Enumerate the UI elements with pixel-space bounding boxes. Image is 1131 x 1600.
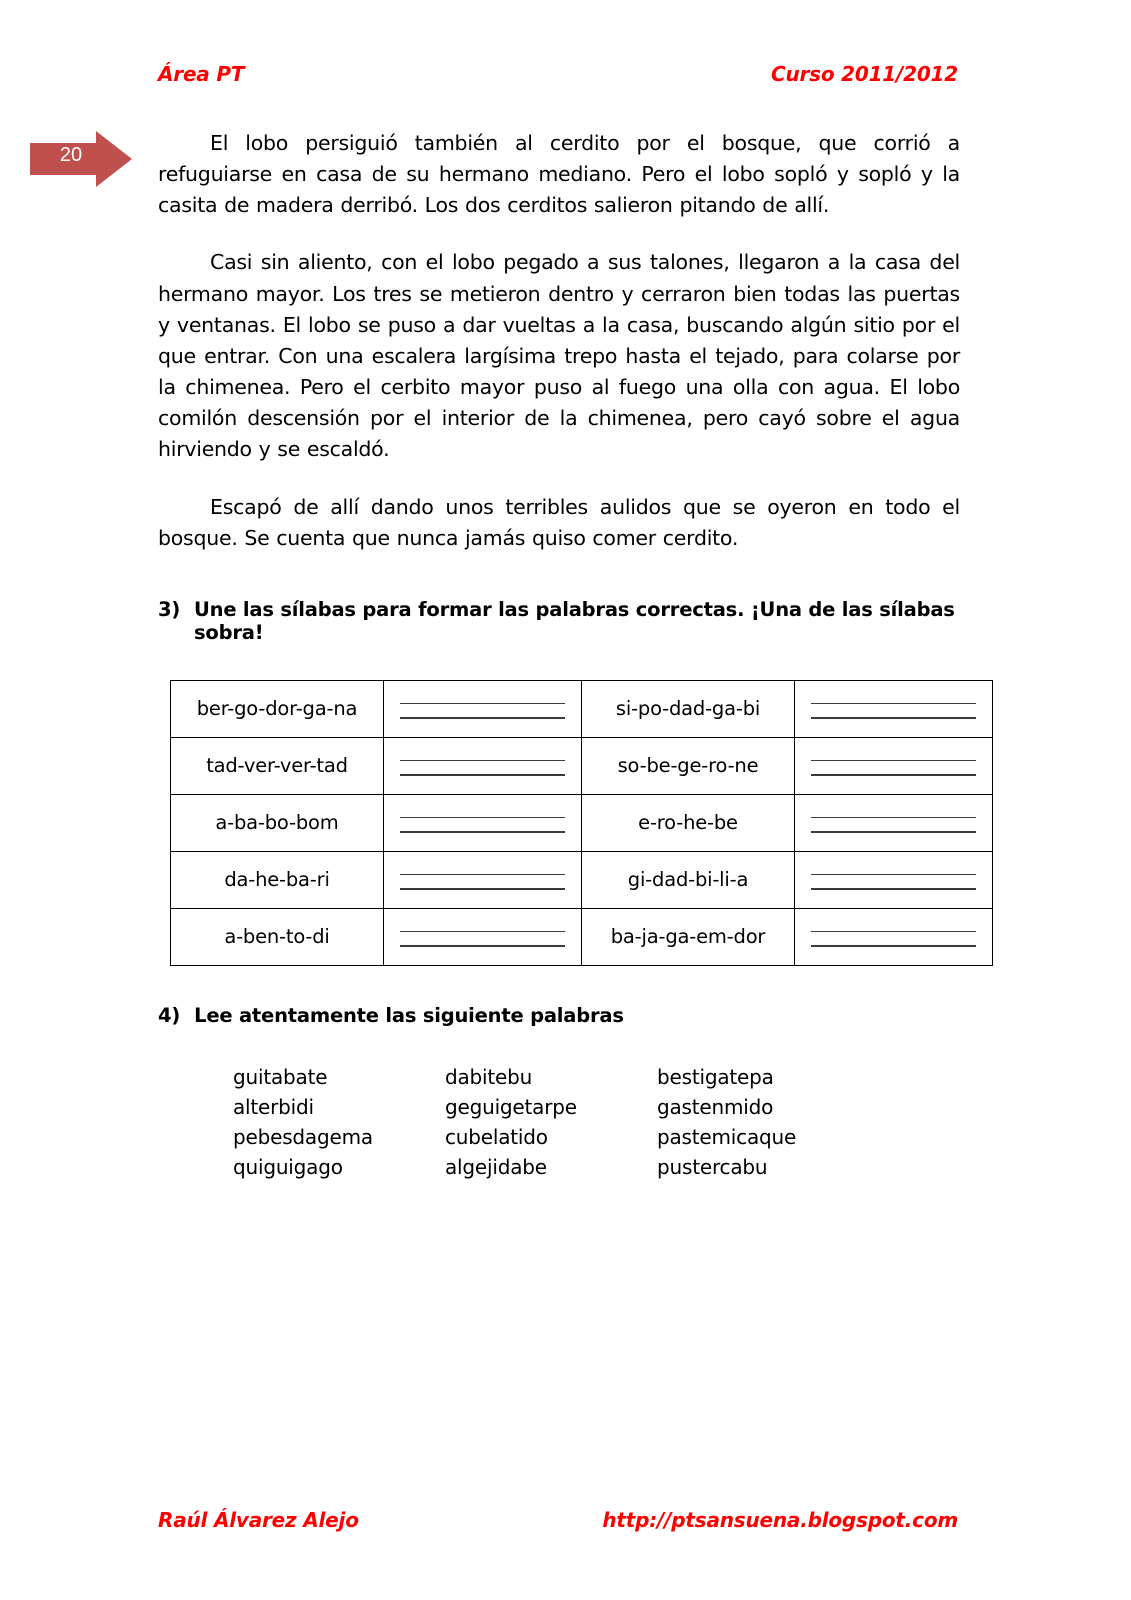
exercise-4-title: Lee atentamente las siguiente palabras [194,1003,624,1027]
exercise-3-heading [158,598,960,644]
writing-line [811,703,976,704]
list-item: pustercabu [657,1154,768,1179]
answer-cell[interactable] [384,794,582,851]
page-header [158,62,958,86]
syllable-cell: da-he-ba-ri [171,851,384,908]
table-row [171,908,993,965]
footer-url[interactable]: http://ptsansuena.blogspot.com [602,1508,958,1532]
answer-lines[interactable] [801,813,986,832]
page-footer [158,1508,958,1532]
answer-lines[interactable] [801,699,986,718]
table-row [171,794,993,851]
answer-lines[interactable] [390,813,575,832]
writing-line [811,817,976,818]
list-item: pastemicaque [657,1124,797,1149]
table-row [171,851,993,908]
writing-line [811,945,976,946]
writing-line [811,774,976,775]
answer-lines[interactable] [390,927,575,946]
list-item: cubelatido [445,1124,548,1149]
list-item: guitabate [233,1064,328,1089]
syllable-cell: so-be-ge-ro-ne [582,737,795,794]
syllable-cell: ber-go-dor-ga-na [171,680,384,737]
exercise-3-title: Une las sílabas para formar las palabras correctas. ¡Una de las sílabas sobra! [194,597,955,644]
syllable-cell: e-ro-he-be [582,794,795,851]
list-item: alterbidi [233,1094,314,1119]
writing-line [400,831,565,832]
syllable-match-table [170,680,993,966]
writing-line [400,717,565,718]
answer-cell[interactable] [384,680,582,737]
answer-lines[interactable] [390,870,575,889]
writing-line [811,888,976,889]
syllable-cell: ba-ja-ga-em-dor [582,908,795,965]
writing-line [400,774,565,775]
exercise-3-number: 3) [158,597,181,621]
writing-line [400,888,565,889]
answer-cell[interactable] [795,908,993,965]
answer-lines[interactable] [801,756,986,775]
writing-line [400,945,565,946]
syllable-cell: tad-ver-ver-tad [171,737,384,794]
syllable-cell: a-ba-bo-bom [171,794,384,851]
syllable-table-wrapper [158,680,960,966]
answer-lines[interactable] [390,699,575,718]
writing-line [400,817,565,818]
page-number-arrow-badge [30,131,132,187]
list-item: algejidabe [445,1154,547,1179]
answer-cell[interactable] [795,737,993,794]
answer-cell[interactable] [795,680,993,737]
syllable-cell: gi-dad-bi-li-a [582,851,795,908]
header-right-text: Curso 2011/2012 [770,62,958,86]
answer-lines[interactable] [801,927,986,946]
page-number-label: 20 [59,144,83,166]
writing-line [811,760,976,761]
answer-lines[interactable] [390,756,575,775]
footer-author: Raúl Álvarez Alejo [158,1508,359,1532]
writing-line [400,874,565,875]
syllable-cell: a-ben-to-di [171,908,384,965]
syllable-cell: si-po-dad-ga-bi [582,680,795,737]
story-paragraph-3: Escapó de allí dando unos terribles aulidos que se oyeron en todo el bosque. Se cuenta que nunca jamás quiso comer cerdito. [158,494,960,550]
list-item: quiguigago [233,1154,343,1179]
writing-line [400,703,565,704]
writing-line [811,874,976,875]
list-item: gastenmido [657,1094,774,1119]
answer-lines[interactable] [801,870,986,889]
list-item: geguigetarpe [445,1094,577,1119]
story-paragraph-2: Casi sin aliento, con el lobo pegado a sus talones, llegaron a la casa del hermano mayor. Los tres se metieron dentro y cerraron bien todas las puertas y ventanas. El lobo se puso a dar vueltas a la casa, buscando algún sitio por el que entrar. Con una escalera largísima trepo hasta el tejado, para colarse por la chimenea. Pero el cerbito mayor puso al fuego una olla con agua. El lobo comilón descensión por el interior de la chimenea, pero cayó sobre el agua hirviendo y se escaldó. [158,250,960,462]
writing-line [811,931,976,932]
table-row [171,680,993,737]
table-row [171,737,993,794]
story-paragraph-1: El lobo persiguió también al cerdito por el bosque, que corrió a refuguiarse en casa de su hermano mediano. Pero el lobo sopló y sopló y la casita de madera derribó. Los dos cerditos salieron pitando de allí. [158,131,960,218]
answer-cell[interactable] [795,794,993,851]
document-body [158,128,960,1179]
header-left-text: Área PT [158,62,245,86]
list-item: dabitebu [445,1064,533,1089]
answer-cell[interactable] [384,737,582,794]
list-item: bestigatepa [657,1064,774,1089]
writing-line [400,931,565,932]
answer-cell[interactable] [384,908,582,965]
word-list-grid [233,1065,960,1179]
writing-line [811,831,976,832]
writing-line [811,717,976,718]
exercise-4-number: 4) [158,1003,181,1027]
exercise-4-heading [158,1004,960,1027]
answer-cell[interactable] [384,851,582,908]
answer-cell[interactable] [795,851,993,908]
writing-line [400,760,565,761]
list-item: pebesdagema [233,1124,373,1149]
